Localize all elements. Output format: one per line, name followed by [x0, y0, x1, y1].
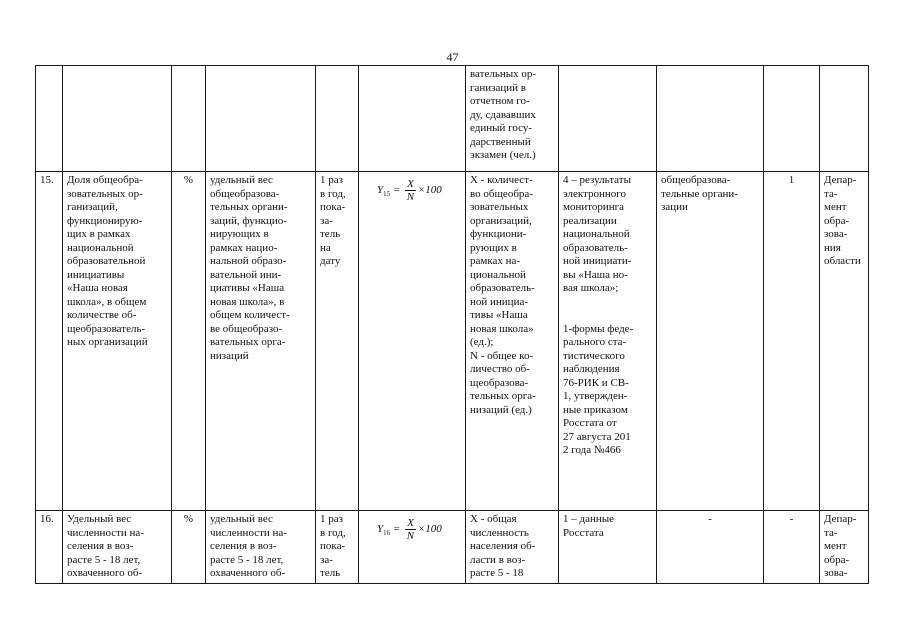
- formula-expression: $Y_{15}$ = $\frac{X}{N}$ ×100: [377, 178, 442, 203]
- variables: вательных ор- ганизаций в отчетном го- ду, сдававших единый госу- дарственный экзамен (чел.): [466, 66, 559, 172]
- definition: удельный вес численности на- селения в воз- расте 5 - 18 лет, охваченного об-: [206, 511, 316, 584]
- formula-denominator: N: [406, 191, 415, 203]
- frequency: 1 раз в год, пока- за- тель: [316, 511, 359, 584]
- data-source: 4 – результаты электронного мониторинга реализации национальной образователь- ной инициати- вы «Наша но- вая школа»; 1-формы феде- рального ста- тистического наблюдения 76-РИК и СВ- 1, утвержден- ные приказом Росстата от 27 августа 201 2 года №466: [559, 172, 657, 511]
- indicator-name: Доля общеобра- зовательных ор- ганизаций, функционирую- щих в рамках национальной образовательной инициативы «Наша новая школа», в общем количестве об- щеобразователь- ных организаций: [63, 172, 172, 511]
- table-row: [36, 511, 869, 584]
- col10: -: [764, 511, 820, 584]
- definition: [206, 66, 316, 172]
- department: Депар- та- мент обра- зова- ния области: [820, 172, 869, 511]
- row-number: [36, 66, 63, 172]
- responsible: -: [657, 511, 764, 584]
- formula: [359, 172, 466, 511]
- formula-numerator: X: [407, 178, 414, 190]
- formula: [359, 66, 466, 172]
- frequency: [316, 66, 359, 172]
- col10: [764, 66, 820, 172]
- indicator-name: Удельный вес численности на- селения в воз- расте 5 - 18 лет, охваченного об-: [63, 511, 172, 584]
- formula-numerator: X: [407, 517, 414, 529]
- definition: удельный вес общеобразова- тельных органи- заций, функцио- нирующих в рамках нацио- нальной образо- вательной ини- циативы «Наша новая школа», в общем количест- ве общеобразо- вательных орга- низаций: [206, 172, 316, 511]
- frequency: 1 раз в год, пока- за- тель на дату: [316, 172, 359, 511]
- unit: [172, 66, 206, 172]
- page-number: 47: [446, 50, 459, 64]
- data-source: 1 – данные Росстата: [559, 511, 657, 584]
- department: Депар- та- мент обра- зова-: [820, 511, 869, 584]
- unit: %: [172, 511, 206, 584]
- unit: %: [172, 172, 206, 511]
- formula-variable: Y: [377, 523, 384, 536]
- formula-denominator: N: [406, 530, 415, 542]
- formula-variable: Y: [377, 184, 384, 197]
- table-row: [36, 172, 869, 511]
- responsible: [657, 66, 764, 172]
- data-source: [559, 66, 657, 172]
- col10: 1: [764, 172, 820, 511]
- formula-expression: $Y_{16}$ = $\frac{X}{N}$ ×100: [377, 517, 442, 542]
- formula-tail: ×100: [417, 184, 442, 197]
- indicator-name: [63, 66, 172, 172]
- department: [820, 66, 869, 172]
- indicators-table: [35, 65, 869, 584]
- table-row: [36, 66, 869, 172]
- formula-fraction: [405, 517, 416, 542]
- formula-subscript: 15: [383, 190, 391, 199]
- formula: [359, 511, 466, 584]
- row-number: 15.: [36, 172, 63, 511]
- formula-tail: ×100: [417, 523, 442, 536]
- row-number: 16.: [36, 511, 63, 584]
- variables: X - общая численность населения об- ласти в воз- расте 5 - 18: [466, 511, 559, 584]
- formula-fraction: [405, 178, 416, 203]
- responsible: общеобразова- тельные органи- зации: [657, 172, 764, 511]
- variables: X - количест- во общеобра- зовательных организаций, функциони- рующих в рамках на- циональной образователь- ной инициа- тивы «Наша новая школа» (ед.); N - общее ко- личество об- щеобразова- тельных орга- низаций (ед.): [466, 172, 559, 511]
- formula-subscript: 16: [383, 529, 391, 538]
